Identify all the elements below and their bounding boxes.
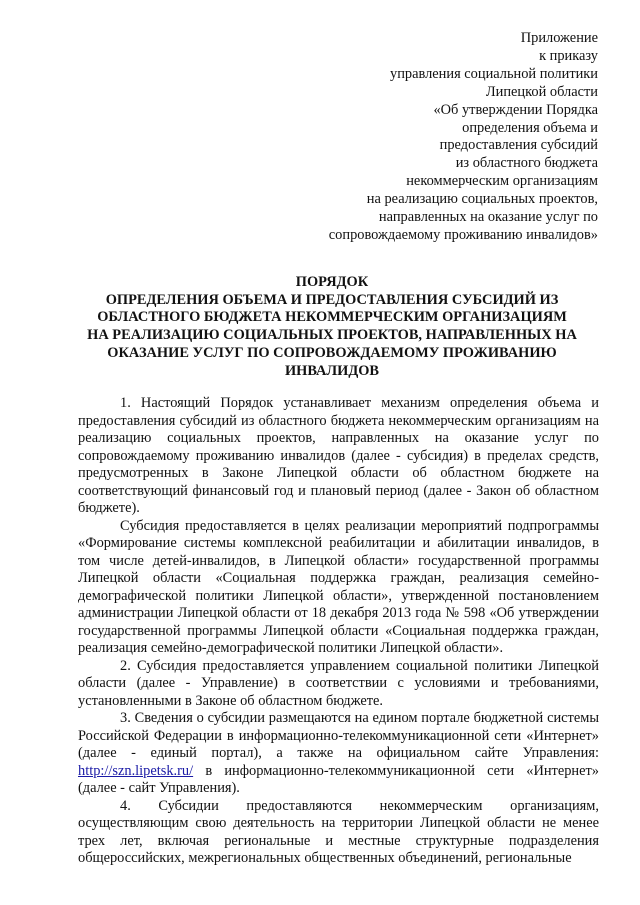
- appendix-line: определения объема и: [462, 119, 598, 136]
- paragraph-4: [78, 710, 599, 798]
- appendix-line: «Об утверждении Порядка: [433, 101, 598, 118]
- title-line: ОПРЕДЕЛЕНИЯ ОБЪЕМА И ПРЕДОСТАВЛЕНИЯ СУБСИДИЙ ИЗ: [105, 291, 559, 308]
- paragraph-3: 2. Субсидия предоставляется управлением социальной политики Липецкой области (далее - Управление) в соответствии с условиями и требованиями, установленными в Законе об областном бюджете.: [78, 657, 599, 709]
- document-title: [58, 274, 606, 380]
- paragraph-5: 4. Субсидии предоставляются некоммерческим организациям, осуществляющим свою деятельность на территории Липецкой области не менее трех лет, включая региональные и местные структурные подразделения общероссийских, межрегиональных общественных объединений, региональные: [78, 797, 599, 866]
- appendix-line: предоставления субсидий: [439, 137, 598, 154]
- paragraph-1: 1. Настоящий Порядок устанавливает механизм определения объема и предоставления субсидий из областного бюджета некоммерческим организациям на реализацию социальных проектов, направленных на оказание услуг по сопровождаемому проживанию инвалидов (далее - субсидия) в пределах средств, предусмотренных в Законе Липецкой области об областном бюджете на соответствующий финансовый год и плановый период (далее - Закон об областном бюджете).: [78, 395, 599, 516]
- document-body: [78, 395, 599, 868]
- website-link[interactable]: http://szn.lipetsk.ru/: [78, 762, 194, 779]
- appendix-line: из областного бюджета: [455, 155, 598, 172]
- appendix-line: сопровождаемому проживанию инвалидов»: [328, 226, 598, 243]
- appendix-line: управления социальной политики: [390, 65, 598, 82]
- title-line: ИНВАЛИДОВ: [284, 362, 380, 379]
- paragraph-4-text: 3. Сведения о субсидии размещаются на едином портале бюджетной системы Российской Федерации в информационно-телекоммуникационной сети «Интернет» (далее - единый портал), а также на официальном сайте Управления:: [78, 710, 599, 761]
- paragraph-2: Субсидия предоставляется в целях реализации мероприятий подпрограммы «Формирование системы комплексной реабилитации и абилитации инвалидов, в том числе детей-инвалидов, в Липецкой области» государственной программы Липецкой области «Социальная поддержка граждан, реализация семейно-демографической политики Липецкой области», утвержденной постановлением администрации Липецкой области от 18 декабря 2013 года № 598 «Об утверждении государственной программы Липецкой области «Социальная поддержка граждан, реализация семейно-демографической политики Липецкой области».: [78, 517, 599, 656]
- title-line: НА РЕАЛИЗАЦИЮ СОЦИАЛЬНЫХ ПРОЕКТОВ, НАПРАВЛЕННЫХ НА: [87, 327, 577, 344]
- appendix-line: на реализацию социальных проектов,: [366, 191, 598, 208]
- title-line: ПОРЯДОК: [295, 274, 369, 290]
- appendix-line: Приложение: [520, 30, 598, 46]
- appendix-line: направленных на оказание услуг по: [378, 209, 598, 226]
- title-line: ОКАЗАНИЕ УСЛУГ ПО СОПРОВОЖДАЕМОМУ ПРОЖИВАНИЮ: [107, 344, 557, 361]
- title-line: ОБЛАСТНОГО БЮДЖЕТА НЕКОММЕРЧЕСКИМ ОРГАНИЗАЦИЯМ: [97, 309, 567, 326]
- appendix-line: Липецкой области: [485, 83, 598, 100]
- appendix-line: к приказу: [539, 47, 598, 64]
- paragraph-4-text-end: в информационно-телекоммуникационной сети «Интернет» (далее - сайт Управления).: [78, 762, 599, 796]
- appendix-line: некоммерческим организациям: [406, 173, 598, 190]
- appendix-block: [268, 30, 598, 245]
